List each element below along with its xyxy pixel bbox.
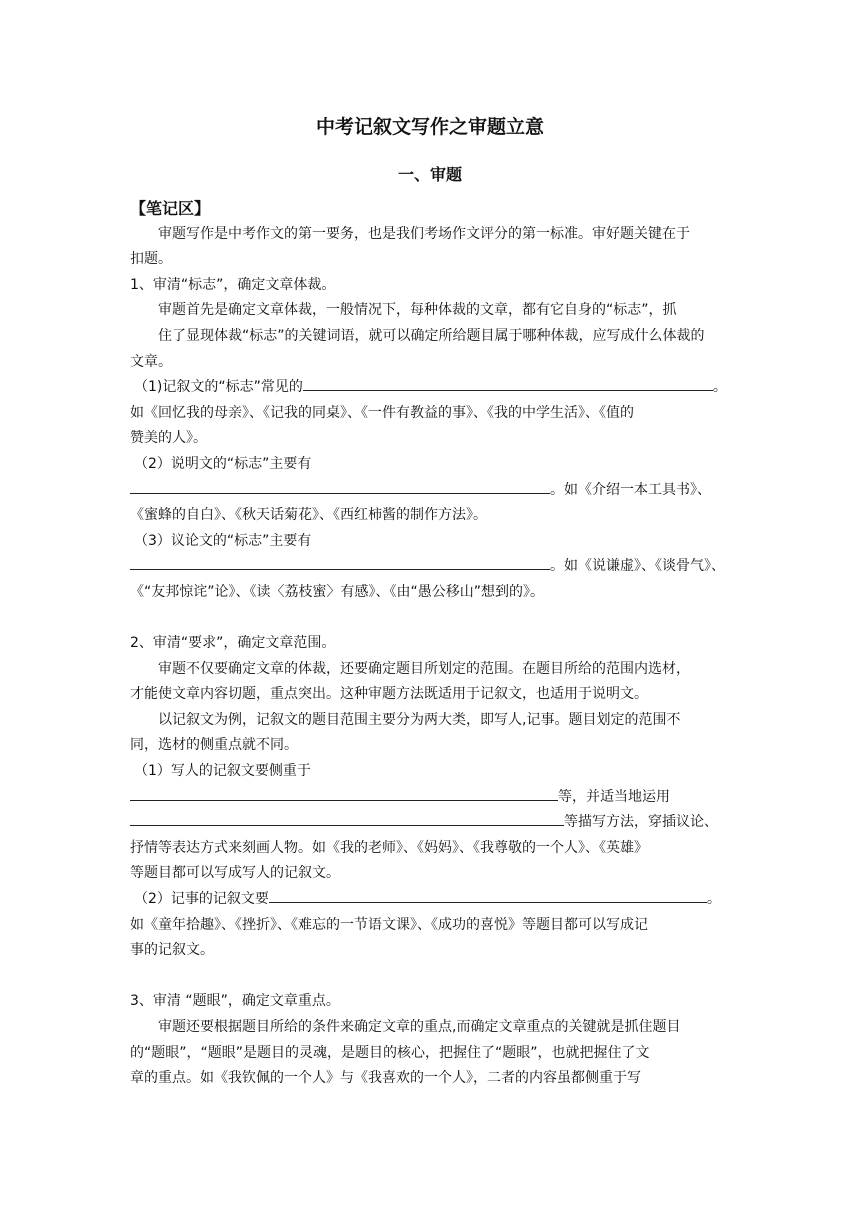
answer-blank[interactable]	[303, 376, 713, 391]
item-heading: 1、审清“标志”，确定文章体裁。	[130, 276, 336, 293]
question-text: 。如《说谦虚》、《谈骨气》、	[550, 558, 725, 575]
paragraph-line: 同，选材的侧重点就不同。	[130, 737, 298, 754]
example-line: 《“友邦惊诧”论》、《读〈荔枝蜜〉有感》、《由“愚公移山”想到的》。	[130, 583, 545, 600]
question-text: （2）说明文的“标志”主要有	[134, 455, 312, 472]
fill-question	[130, 785, 730, 811]
example-line: 《蜜蜂的自白》、《秋天话菊花》、《西红柿酱的制作方法》。	[130, 507, 487, 524]
question-text: 等描写方法，穿插议论、	[564, 814, 718, 831]
example-line: 事的记叙文。	[130, 942, 214, 959]
fill-question	[130, 554, 730, 580]
question-text: （2）记事的记叙文要	[134, 891, 269, 908]
section-heading: 一、审题	[397, 165, 462, 184]
answer-blank[interactable]	[130, 811, 564, 826]
paragraph-line: 住了显现体裁“标志”的关键词语，就可以确定所给题目属于哪种体裁，应写成什么体裁的	[158, 327, 705, 344]
paragraph-line: 审题写作是中考作文的第一要务，也是我们考场作文评分的第一标准。审好题关键在于	[158, 225, 690, 242]
question-text: 等，并适当地运用	[558, 788, 670, 805]
question-text: （1)记叙文的“标志”常见的	[134, 379, 303, 396]
spacer	[130, 606, 730, 632]
paragraph-line: 的“题眼”，“题眼”是题目的灵魂，是题目的核心，把握住了“题眼”，也就把握住了文	[130, 1044, 650, 1061]
example-line: 抒情等表达方式来刻画人物。如《我的老师》、《妈妈》、《我尊敬的一个人》、《英雄》	[130, 839, 648, 856]
example-line: 如《回忆我的母亲》、《记我的同桌》、《一件有教益的事》、《我的中学生活》、《值的	[130, 404, 634, 421]
notes-label: 【笔记区】	[130, 199, 211, 218]
answer-blank[interactable]	[130, 555, 550, 570]
paragraph-line: 扣题。	[130, 251, 172, 268]
paragraph-line: 审题还要根据题目所给的条件来确定文章的重点,而确定文章重点的关键就是抓住题目	[158, 1019, 681, 1035]
fill-question	[130, 810, 730, 836]
page-title: 中考记叙文写作之审题立意	[315, 116, 544, 138]
item-heading: 2、审清“要求”，确定文章范围。	[130, 635, 336, 652]
document-body	[130, 196, 730, 1092]
question-text: 。	[706, 891, 721, 908]
answer-blank[interactable]	[269, 888, 707, 903]
question-text: （3）议论文的“标志”主要有	[134, 532, 312, 549]
paragraph-line: 审题不仅要确定文章的体裁，还要确定题目所划定的范围。在题目所给的范围内选材，	[158, 660, 690, 677]
example-line: 赞美的人》。	[130, 430, 207, 447]
question-text: 。如《介绍一本工具书》、	[550, 481, 711, 498]
answer-blank[interactable]	[130, 479, 550, 494]
question-text: 。	[712, 379, 727, 396]
paragraph-line: 审题首先是确定文章体裁，一般情况下，每种体裁的文章，都有它自身的“标志”，抓	[158, 302, 677, 319]
paragraph-line: 章的重点。如《我钦佩的一个人》与《我喜欢的一个人》，二者的内容虽都侧重于写	[130, 1070, 641, 1087]
spacer	[130, 964, 730, 990]
fill-question	[130, 478, 730, 504]
paragraph-line: 以记叙文为例，记叙文的题目范围主要分为两大类，即写人,记事。题目划定的范围不	[158, 711, 681, 728]
paragraph-line: 文章。	[130, 353, 172, 370]
fill-question	[130, 375, 730, 401]
example-line: 如《童年拾趣》、《挫折》、《难忘的一节语文课》、《成功的喜悦》等题目都可以写成记	[130, 916, 648, 933]
question-text: （1）写人的记叙文要侧重于	[134, 763, 311, 780]
paragraph-line: 才能使文章内容切题，重点突出。这种审题方法既适用于记叙文，也适用于说明文。	[130, 686, 648, 703]
example-line: 等题目都可以写成写人的记叙文。	[130, 865, 340, 882]
item-heading: 3、审清 “题眼”，确定文章重点。	[130, 993, 340, 1010]
answer-blank[interactable]	[130, 786, 558, 801]
fill-question	[130, 887, 730, 913]
